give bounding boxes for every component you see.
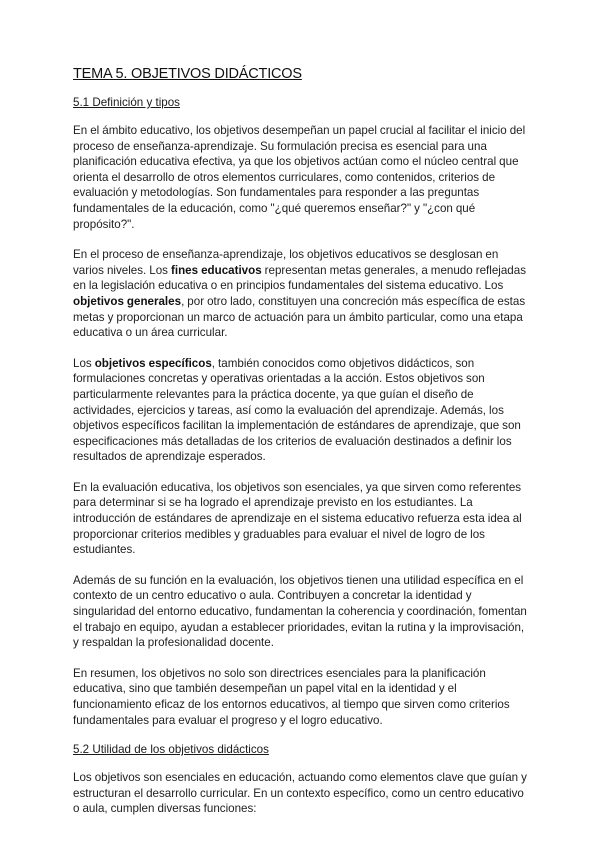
paragraph-summary: En resumen, los objetivos no solo son directrices esenciales para la planificación educativa, sino que también desempeñan un papel vital en la identidad y el funcionamiento eficaz de los entornos educativos, al tiempo que sirven como criterios fundamentales para evaluar el progreso y el logro educativo. [73, 666, 510, 727]
paragraph-utility-context: Además de su función en la evaluación, los objetivos tienen una utilidad específica en el contexto de un centro educativo o aula. Contribuyen a concretar la identidad y singularidad del entorno educativo, fundamentan la coherencia y coordinación, fomentan el trabajo en equipo, ayudan a establecer prioridades, evitan la rutina y la improvisación, y respaldan la profesionalidad docente. [73, 573, 527, 650]
paragraph-intro: En el ámbito educativo, los objetivos desempeñan un papel crucial al facilitar el inicio del proceso de enseñanza-aprendizaje. Su formulación precisa es esencial para una planificación educativa efectiva, ya que los objetivos actúan como el núcleo central que orienta el desarrollo de otros elementos curriculares, como contenidos, criterios de evaluación y metodologías. Son fundamentales para responder a las preguntas fundamentales de la educación, como "¿qué queremos enseñar?" y "¿con qué propósito?". [73, 124, 526, 231]
bold-term-generales: objetivos generales [73, 294, 182, 308]
bold-term-especificos: objetivos específicos [94, 356, 212, 370]
page-title: TEMA 5. OBJETIVOS DIDÁCTICOS [73, 66, 302, 82]
text-run: , también conocidos como objetivos didácticos, son formulaciones concretas y operativas orientadas a la acción. Estos objetivos son particularmente relevantes para la práctica docente, ya que guían el diseño de actividades, ejercicios y tareas, así como la evaluación del aprendizaje. Además, los objetivos específicos facilitan la implementación de estándares de aprendizaje, que son especificaciones más detalladas de los criterios de evaluación destinados a definir los resultados de aprendizaje esperados. [73, 356, 521, 464]
document-page [73, 66, 529, 832]
section-heading-definition: 5.1 Definición y tipos [73, 96, 180, 109]
text-run: representan metas generales, a menudo reflejadas en la legislación educativa o en principios fundamentales del sistema educativo. Los [73, 263, 526, 293]
paragraph-evaluation: En la evaluación educativa, los objetivos son esenciales, ya que sirven como referentes para determinar si se ha logrado el aprendizaje previsto en los estudiantes. La introducción de estándares de aprendizaje en el sistema educativo refuerza esta idea al proporcionar criterios medibles y graduables para evaluar el nivel de logro de los estudiantes. [73, 480, 522, 557]
paragraph-utility-intro: Los objetivos son esenciales en educación, actuando como elementos clave que guían y estructuran el desarrollo curricular. En un contexto específico, como un centro educativo o aula, cumplen diversas funciones: [73, 771, 527, 816]
bold-term-fines: fines educativos [171, 263, 262, 277]
paragraph-levels [73, 247, 529, 341]
paragraph-specific [73, 356, 529, 465]
text-run: En el proceso de enseñanza-aprendizaje, los objetivos educativos se desglosan en varios niveles. Los [73, 248, 499, 277]
text-run: Los [73, 356, 95, 370]
section-heading-utility: 5.2 Utilidad de los objetivos didácticos [73, 743, 269, 757]
text-run: , por otro lado, constituyen una concreción más específica de estas metas y proporcionan un marco de actuación para un ámbito particular, como una etapa educativa o un área curricular. [73, 294, 526, 340]
